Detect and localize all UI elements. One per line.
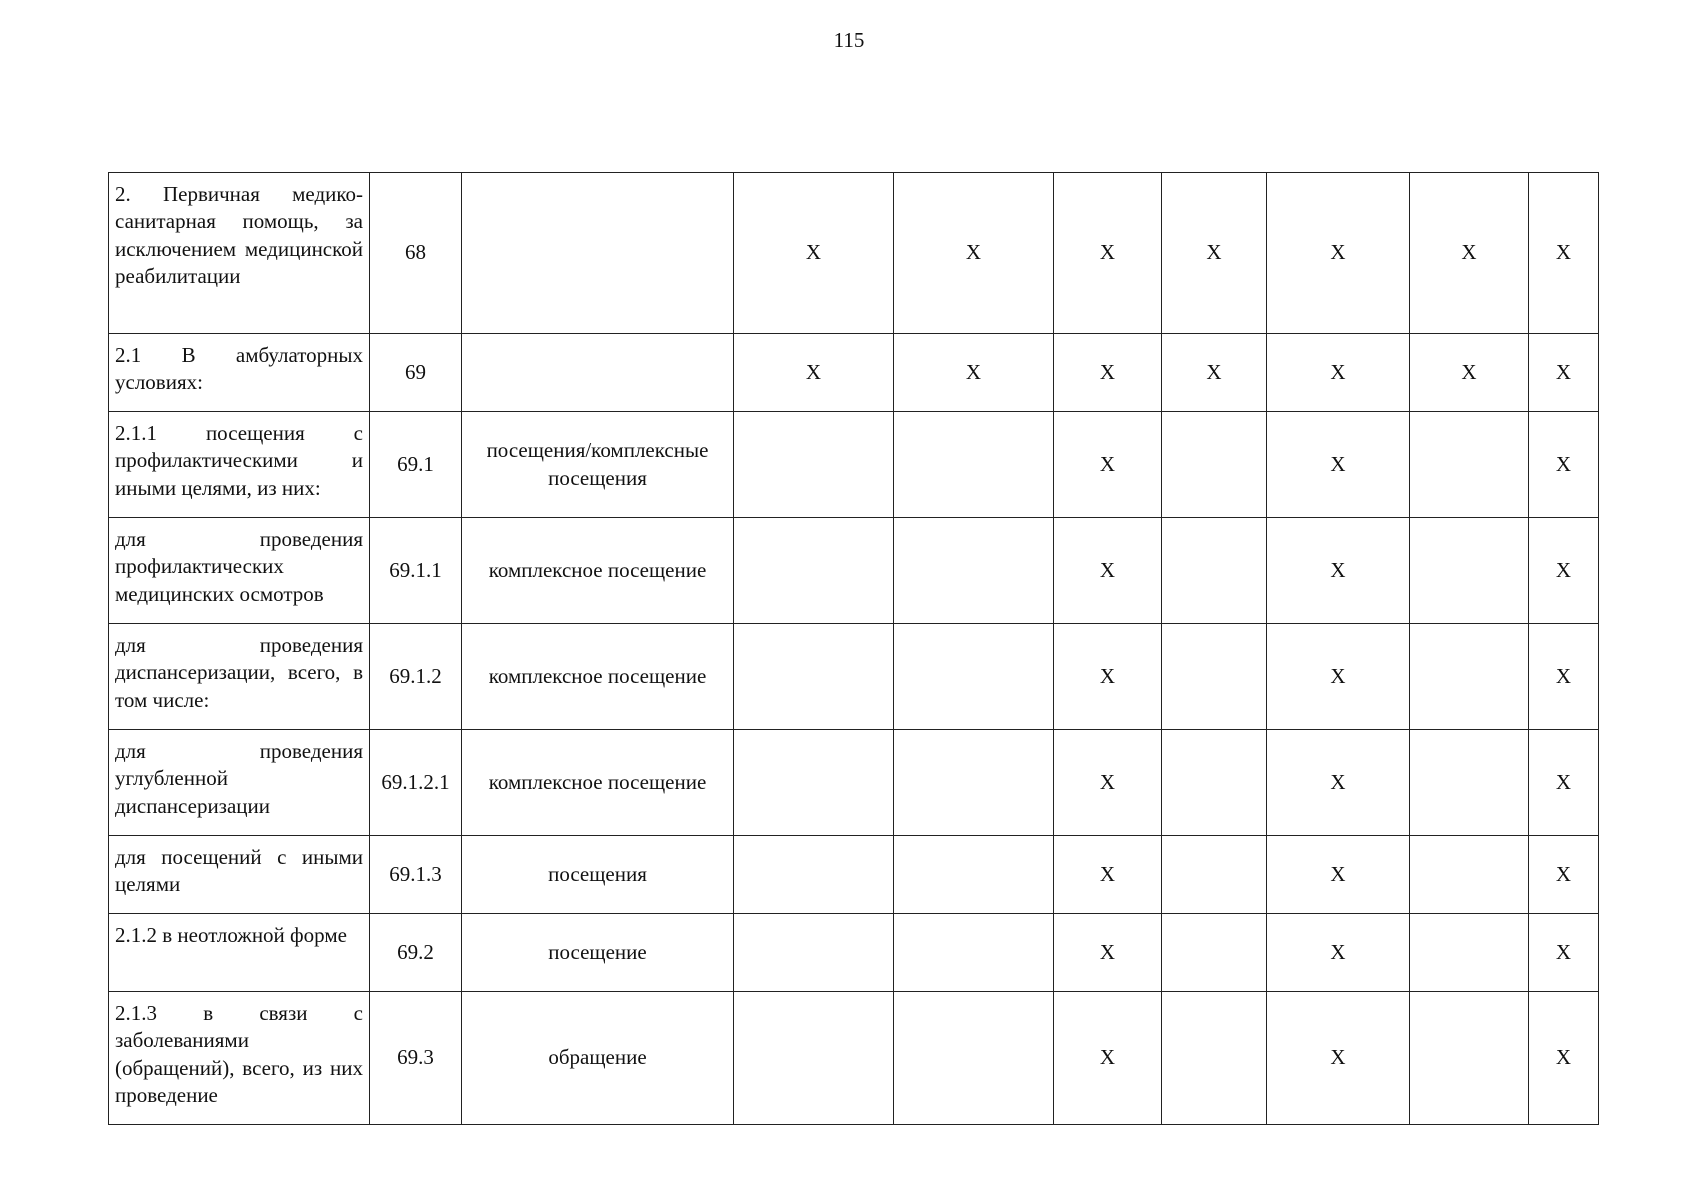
mark-cell	[1162, 914, 1267, 992]
mark-cell: Х	[1267, 730, 1410, 836]
mark-cell	[894, 992, 1054, 1125]
row-code: 69.3	[370, 992, 462, 1125]
page-number: 115	[833, 28, 865, 52]
row-name: 2. Первичная медико-санитарная помощь, за исключением медицинской реабилитации	[115, 182, 363, 288]
mark-cell: Х	[1054, 914, 1162, 992]
mark-cell: Х	[1054, 624, 1162, 730]
mark-cell: Х	[1267, 173, 1410, 334]
mark-cell	[1410, 412, 1529, 518]
mark-cell	[734, 992, 894, 1125]
mark-cell	[894, 836, 1054, 914]
row-name: 2.1.2 в неотложной форме	[115, 923, 347, 947]
row-code: 69.1	[370, 412, 462, 518]
row-name-cell	[109, 836, 370, 914]
mark-cell	[734, 518, 894, 624]
mark-cell	[1162, 836, 1267, 914]
mark-cell: Х	[1162, 173, 1267, 334]
mark-cell: Х	[1529, 730, 1599, 836]
row-code: 68	[370, 173, 462, 334]
mark-cell	[1162, 730, 1267, 836]
table-row	[109, 334, 1599, 412]
row-name: 2.1.1 посещения с профилактическими и иными целями, из них:	[115, 421, 363, 500]
mark-cell: Х	[1529, 518, 1599, 624]
table-row	[109, 624, 1599, 730]
mark-cell	[1410, 730, 1529, 836]
mark-cell: Х	[734, 173, 894, 334]
mark-cell	[1410, 624, 1529, 730]
row-name-cell	[109, 412, 370, 518]
row-unit: посещение	[462, 914, 734, 992]
mark-cell: Х	[1054, 836, 1162, 914]
mark-cell	[734, 836, 894, 914]
row-unit	[462, 334, 734, 412]
mark-cell: Х	[1162, 334, 1267, 412]
row-code: 69	[370, 334, 462, 412]
row-name: для проведения диспансеризации, всего, в том числе:	[115, 633, 363, 712]
mark-cell	[1410, 914, 1529, 992]
row-name-cell	[109, 334, 370, 412]
row-code: 69.1.2	[370, 624, 462, 730]
mark-cell	[894, 518, 1054, 624]
row-unit: обращение	[462, 992, 734, 1125]
mark-cell: Х	[1529, 836, 1599, 914]
mark-cell	[1410, 836, 1529, 914]
table-row	[109, 412, 1599, 518]
row-code: 69.1.1	[370, 518, 462, 624]
mark-cell: Х	[894, 334, 1054, 412]
mark-cell: Х	[1054, 412, 1162, 518]
row-name-cell	[109, 624, 370, 730]
mark-cell: Х	[1054, 518, 1162, 624]
row-unit	[462, 173, 734, 334]
mark-cell: Х	[894, 173, 1054, 334]
mark-cell	[1162, 518, 1267, 624]
mark-cell	[734, 412, 894, 518]
mark-cell: Х	[1529, 624, 1599, 730]
row-name: для проведения углубленной диспансеризации	[115, 739, 363, 818]
mark-cell	[894, 730, 1054, 836]
mark-cell	[894, 624, 1054, 730]
row-name: для посещений с иными целями	[115, 845, 363, 897]
mark-cell	[1162, 412, 1267, 518]
row-name-cell	[109, 914, 370, 992]
mark-cell: Х	[1267, 836, 1410, 914]
mark-cell: Х	[1529, 914, 1599, 992]
mark-cell: Х	[1267, 518, 1410, 624]
table-row	[109, 173, 1599, 334]
mark-cell: Х	[1267, 334, 1410, 412]
table-body	[109, 173, 1599, 1125]
mark-cell: Х	[1529, 173, 1599, 334]
row-code: 69.1.3	[370, 836, 462, 914]
row-name: для проведения профилактических медицинских осмотров	[115, 527, 363, 606]
table-row	[109, 992, 1599, 1125]
mark-cell: Х	[1410, 334, 1529, 412]
table-row	[109, 914, 1599, 992]
mark-cell: Х	[1267, 914, 1410, 992]
mark-cell	[894, 412, 1054, 518]
data-table	[108, 172, 1599, 1125]
mark-cell: Х	[734, 334, 894, 412]
mark-cell	[894, 914, 1054, 992]
row-name: 2.1.3 в связи с заболеваниями (обращений), всего, из них проведение	[115, 1001, 363, 1107]
mark-cell: Х	[1267, 992, 1410, 1125]
mark-cell	[1162, 992, 1267, 1125]
table-row	[109, 836, 1599, 914]
mark-cell	[734, 914, 894, 992]
table-row	[109, 518, 1599, 624]
mark-cell	[734, 730, 894, 836]
row-code: 69.2	[370, 914, 462, 992]
row-unit: комплексное посещение	[462, 624, 734, 730]
mark-cell: Х	[1529, 412, 1599, 518]
row-name-cell	[109, 730, 370, 836]
row-unit: комплексное посещение	[462, 518, 734, 624]
mark-cell	[1162, 624, 1267, 730]
row-unit: посещения	[462, 836, 734, 914]
row-unit: посещения/комплексные посещения	[462, 412, 734, 518]
row-name-cell	[109, 518, 370, 624]
row-code: 69.1.2.1	[370, 730, 462, 836]
mark-cell: Х	[1054, 334, 1162, 412]
mark-cell	[1410, 518, 1529, 624]
mark-cell: Х	[1529, 992, 1599, 1125]
table-row	[109, 730, 1599, 836]
mark-cell: Х	[1267, 624, 1410, 730]
mark-cell	[734, 624, 894, 730]
row-unit: комплексное посещение	[462, 730, 734, 836]
row-name-cell	[109, 173, 370, 334]
mark-cell: Х	[1054, 730, 1162, 836]
row-name: 2.1 В амбулаторных условиях:	[115, 343, 363, 395]
mark-cell: Х	[1410, 173, 1529, 334]
mark-cell	[1410, 992, 1529, 1125]
row-name-cell	[109, 992, 370, 1125]
mark-cell: Х	[1267, 412, 1410, 518]
mark-cell: Х	[1054, 173, 1162, 334]
mark-cell: Х	[1054, 992, 1162, 1125]
mark-cell: Х	[1529, 334, 1599, 412]
